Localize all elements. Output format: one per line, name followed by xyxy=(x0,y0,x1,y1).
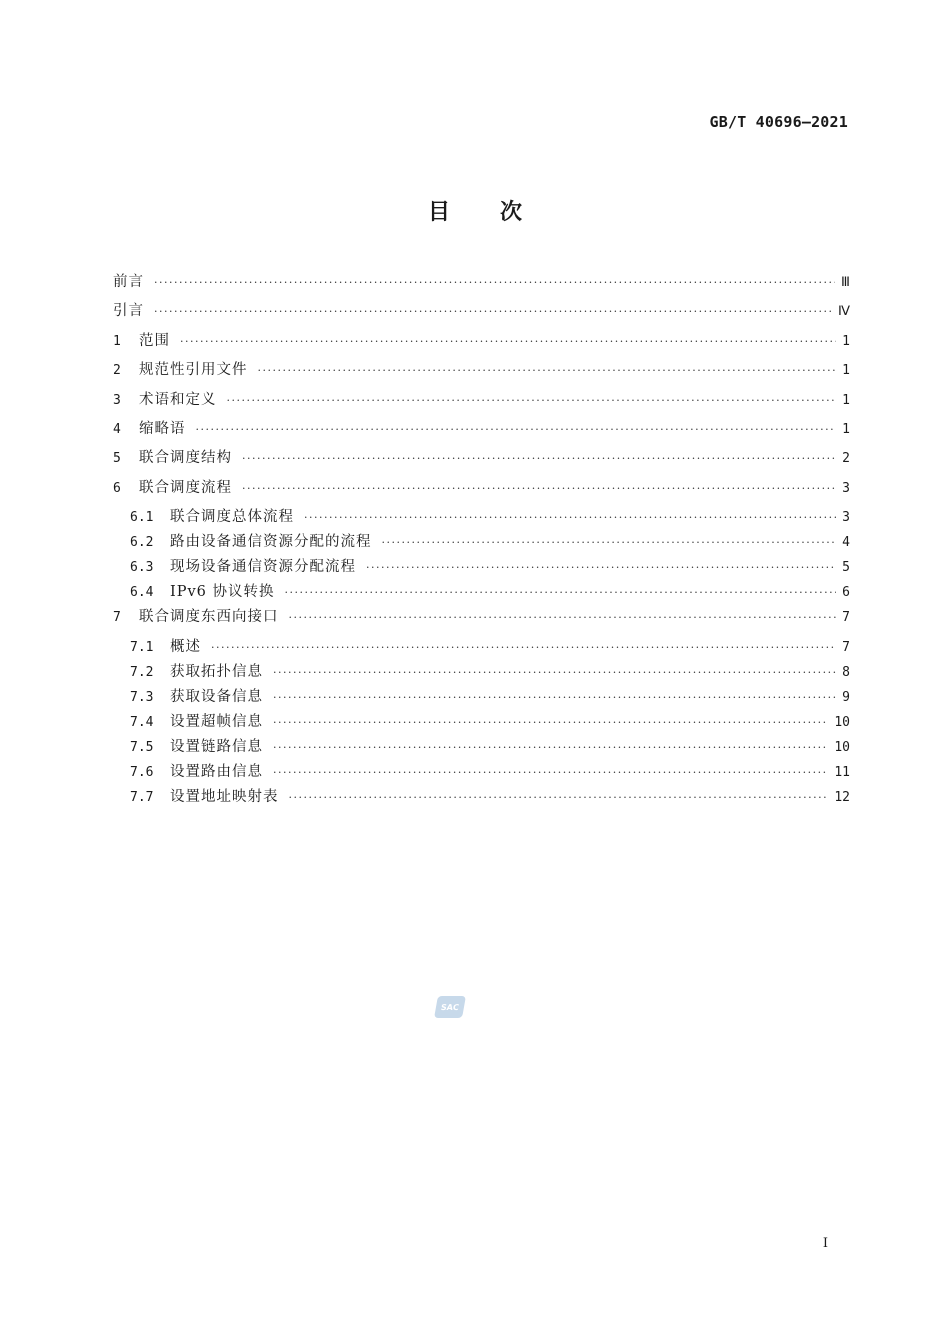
toc-dot-leader xyxy=(273,691,836,704)
toc-entry-page: 4 xyxy=(842,535,850,551)
toc-entry-page: Ⅳ xyxy=(838,304,850,320)
page-number: I xyxy=(822,1236,828,1251)
toc-entry-page: 7 xyxy=(842,610,850,626)
toc-entry-number: 7 xyxy=(113,610,121,626)
toc-entry-number: 7.3 xyxy=(130,689,154,705)
toc-entry-label: 联合调度东西向接口 xyxy=(139,609,279,626)
toc-entry[interactable] xyxy=(113,605,850,634)
toc-entry-label: 联合调度流程 xyxy=(139,479,232,496)
toc-entry-number: 7.5 xyxy=(130,739,154,755)
toc-entry-page: 10 xyxy=(834,714,850,730)
toc-entry[interactable] xyxy=(113,660,850,685)
toc-entry-label: 获取设备信息 xyxy=(170,688,263,705)
toc-dot-leader xyxy=(285,586,837,599)
toc-entry-label: 联合调度总体流程 xyxy=(170,509,294,526)
toc-entry-page: 1 xyxy=(842,392,850,408)
toc-entry-number: 5 xyxy=(113,451,121,467)
toc-dot-leader xyxy=(242,482,836,495)
toc-entry[interactable] xyxy=(113,760,850,785)
toc-dot-leader xyxy=(289,611,837,624)
toc-dot-leader xyxy=(273,741,828,754)
toc-dot-leader xyxy=(154,276,835,289)
toc-entry-page: 3 xyxy=(842,480,850,496)
toc-entry[interactable] xyxy=(113,505,850,530)
toc-entry-page: 7 xyxy=(842,639,850,655)
toc-dot-leader xyxy=(211,641,836,654)
toc-entry-page: 11 xyxy=(834,764,850,780)
toc-entry[interactable] xyxy=(113,580,850,605)
toc-entry[interactable] xyxy=(113,270,850,299)
toc-dot-leader xyxy=(304,511,836,524)
toc-entry[interactable] xyxy=(113,388,850,417)
toc-dot-leader xyxy=(258,364,837,377)
toc-entry-page: 10 xyxy=(834,739,850,755)
toc-entry-label: 获取拓扑信息 xyxy=(170,663,263,680)
toc-entry-label: 范围 xyxy=(139,332,170,349)
toc-entry-label: 现场设备通信资源分配流程 xyxy=(170,559,356,576)
toc-entry-page: 12 xyxy=(834,789,850,805)
toc-entry-number: 7.4 xyxy=(130,714,154,730)
toc-entry[interactable] xyxy=(113,635,850,660)
toc-entry-number: 6.2 xyxy=(130,535,154,551)
toc-dot-leader xyxy=(273,716,828,729)
toc-entry-page: 2 xyxy=(842,451,850,467)
toc-entry-page: 8 xyxy=(842,664,850,680)
table-of-contents xyxy=(113,270,850,810)
toc-entry-number: 6 xyxy=(113,480,121,496)
toc-entry[interactable] xyxy=(113,299,850,328)
toc-entry-page: 1 xyxy=(842,363,850,379)
toc-entry-number: 4 xyxy=(113,421,121,437)
toc-entry-number: 7.6 xyxy=(130,764,154,780)
toc-dot-leader xyxy=(289,791,829,804)
toc-entry-number: 6.4 xyxy=(130,585,154,601)
toc-entry-label: 联合调度结构 xyxy=(139,450,232,467)
toc-entry-page: 5 xyxy=(842,560,850,576)
toc-entry[interactable] xyxy=(113,358,850,387)
toc-entry-label: 规范性引用文件 xyxy=(139,362,248,379)
toc-dot-leader xyxy=(366,561,836,574)
toc-entry-number: 7.2 xyxy=(130,664,154,680)
toc-dot-leader xyxy=(180,335,836,348)
toc-entry-label: 设置地址映射表 xyxy=(170,788,279,805)
toc-entry[interactable] xyxy=(113,476,850,505)
toc-entry-page: 6 xyxy=(842,585,850,601)
toc-dot-leader xyxy=(242,452,836,465)
toc-entry-label: IPv6 协议转换 xyxy=(170,584,275,601)
toc-entry-page: 3 xyxy=(842,510,850,526)
toc-entry-label: 术语和定义 xyxy=(139,391,217,408)
sac-watermark-logo: SAC xyxy=(434,996,466,1018)
page-title: 目次 xyxy=(427,200,572,225)
toc-entry[interactable] xyxy=(113,417,850,446)
toc-entry[interactable] xyxy=(113,685,850,710)
toc-dot-leader xyxy=(273,666,836,679)
toc-entry-number: 6.3 xyxy=(130,560,154,576)
toc-dot-leader xyxy=(227,394,837,407)
toc-entry-number: 6.1 xyxy=(130,510,154,526)
toc-entry-number: 7.1 xyxy=(130,639,154,655)
toc-entry-label: 引言 xyxy=(113,303,144,320)
toc-entry-page: Ⅲ xyxy=(841,275,850,290)
toc-entry[interactable] xyxy=(113,329,850,358)
toc-entry-label: 设置路由信息 xyxy=(170,763,263,780)
toc-entry-label: 缩略语 xyxy=(139,420,186,437)
toc-dot-leader xyxy=(154,305,832,318)
toc-entry-label: 设置超帧信息 xyxy=(170,713,263,730)
toc-dot-leader xyxy=(382,536,837,549)
toc-entry-page: 1 xyxy=(842,333,850,349)
toc-entry-number: 7.7 xyxy=(130,789,154,805)
toc-entry-label: 概述 xyxy=(170,638,201,655)
toc-entry[interactable] xyxy=(113,446,850,475)
toc-entry[interactable] xyxy=(113,530,850,555)
toc-entry-label: 前言 xyxy=(113,274,144,290)
toc-entry-label: 路由设备通信资源分配的流程 xyxy=(170,534,372,551)
toc-entry-number: 1 xyxy=(113,333,121,349)
toc-entry-page: 1 xyxy=(842,421,850,437)
toc-entry[interactable] xyxy=(113,555,850,580)
standard-code: GB/T 40696—2021 xyxy=(709,113,848,131)
toc-entry[interactable] xyxy=(113,785,850,810)
toc-entry-number: 3 xyxy=(113,392,121,408)
toc-entry-page: 9 xyxy=(842,689,850,705)
toc-dot-leader xyxy=(273,766,828,779)
toc-entry-number: 2 xyxy=(113,363,121,379)
toc-entry[interactable] xyxy=(113,735,850,760)
toc-entry[interactable] xyxy=(113,710,850,735)
toc-dot-leader xyxy=(196,423,837,436)
toc-entry-label: 设置链路信息 xyxy=(170,738,263,755)
